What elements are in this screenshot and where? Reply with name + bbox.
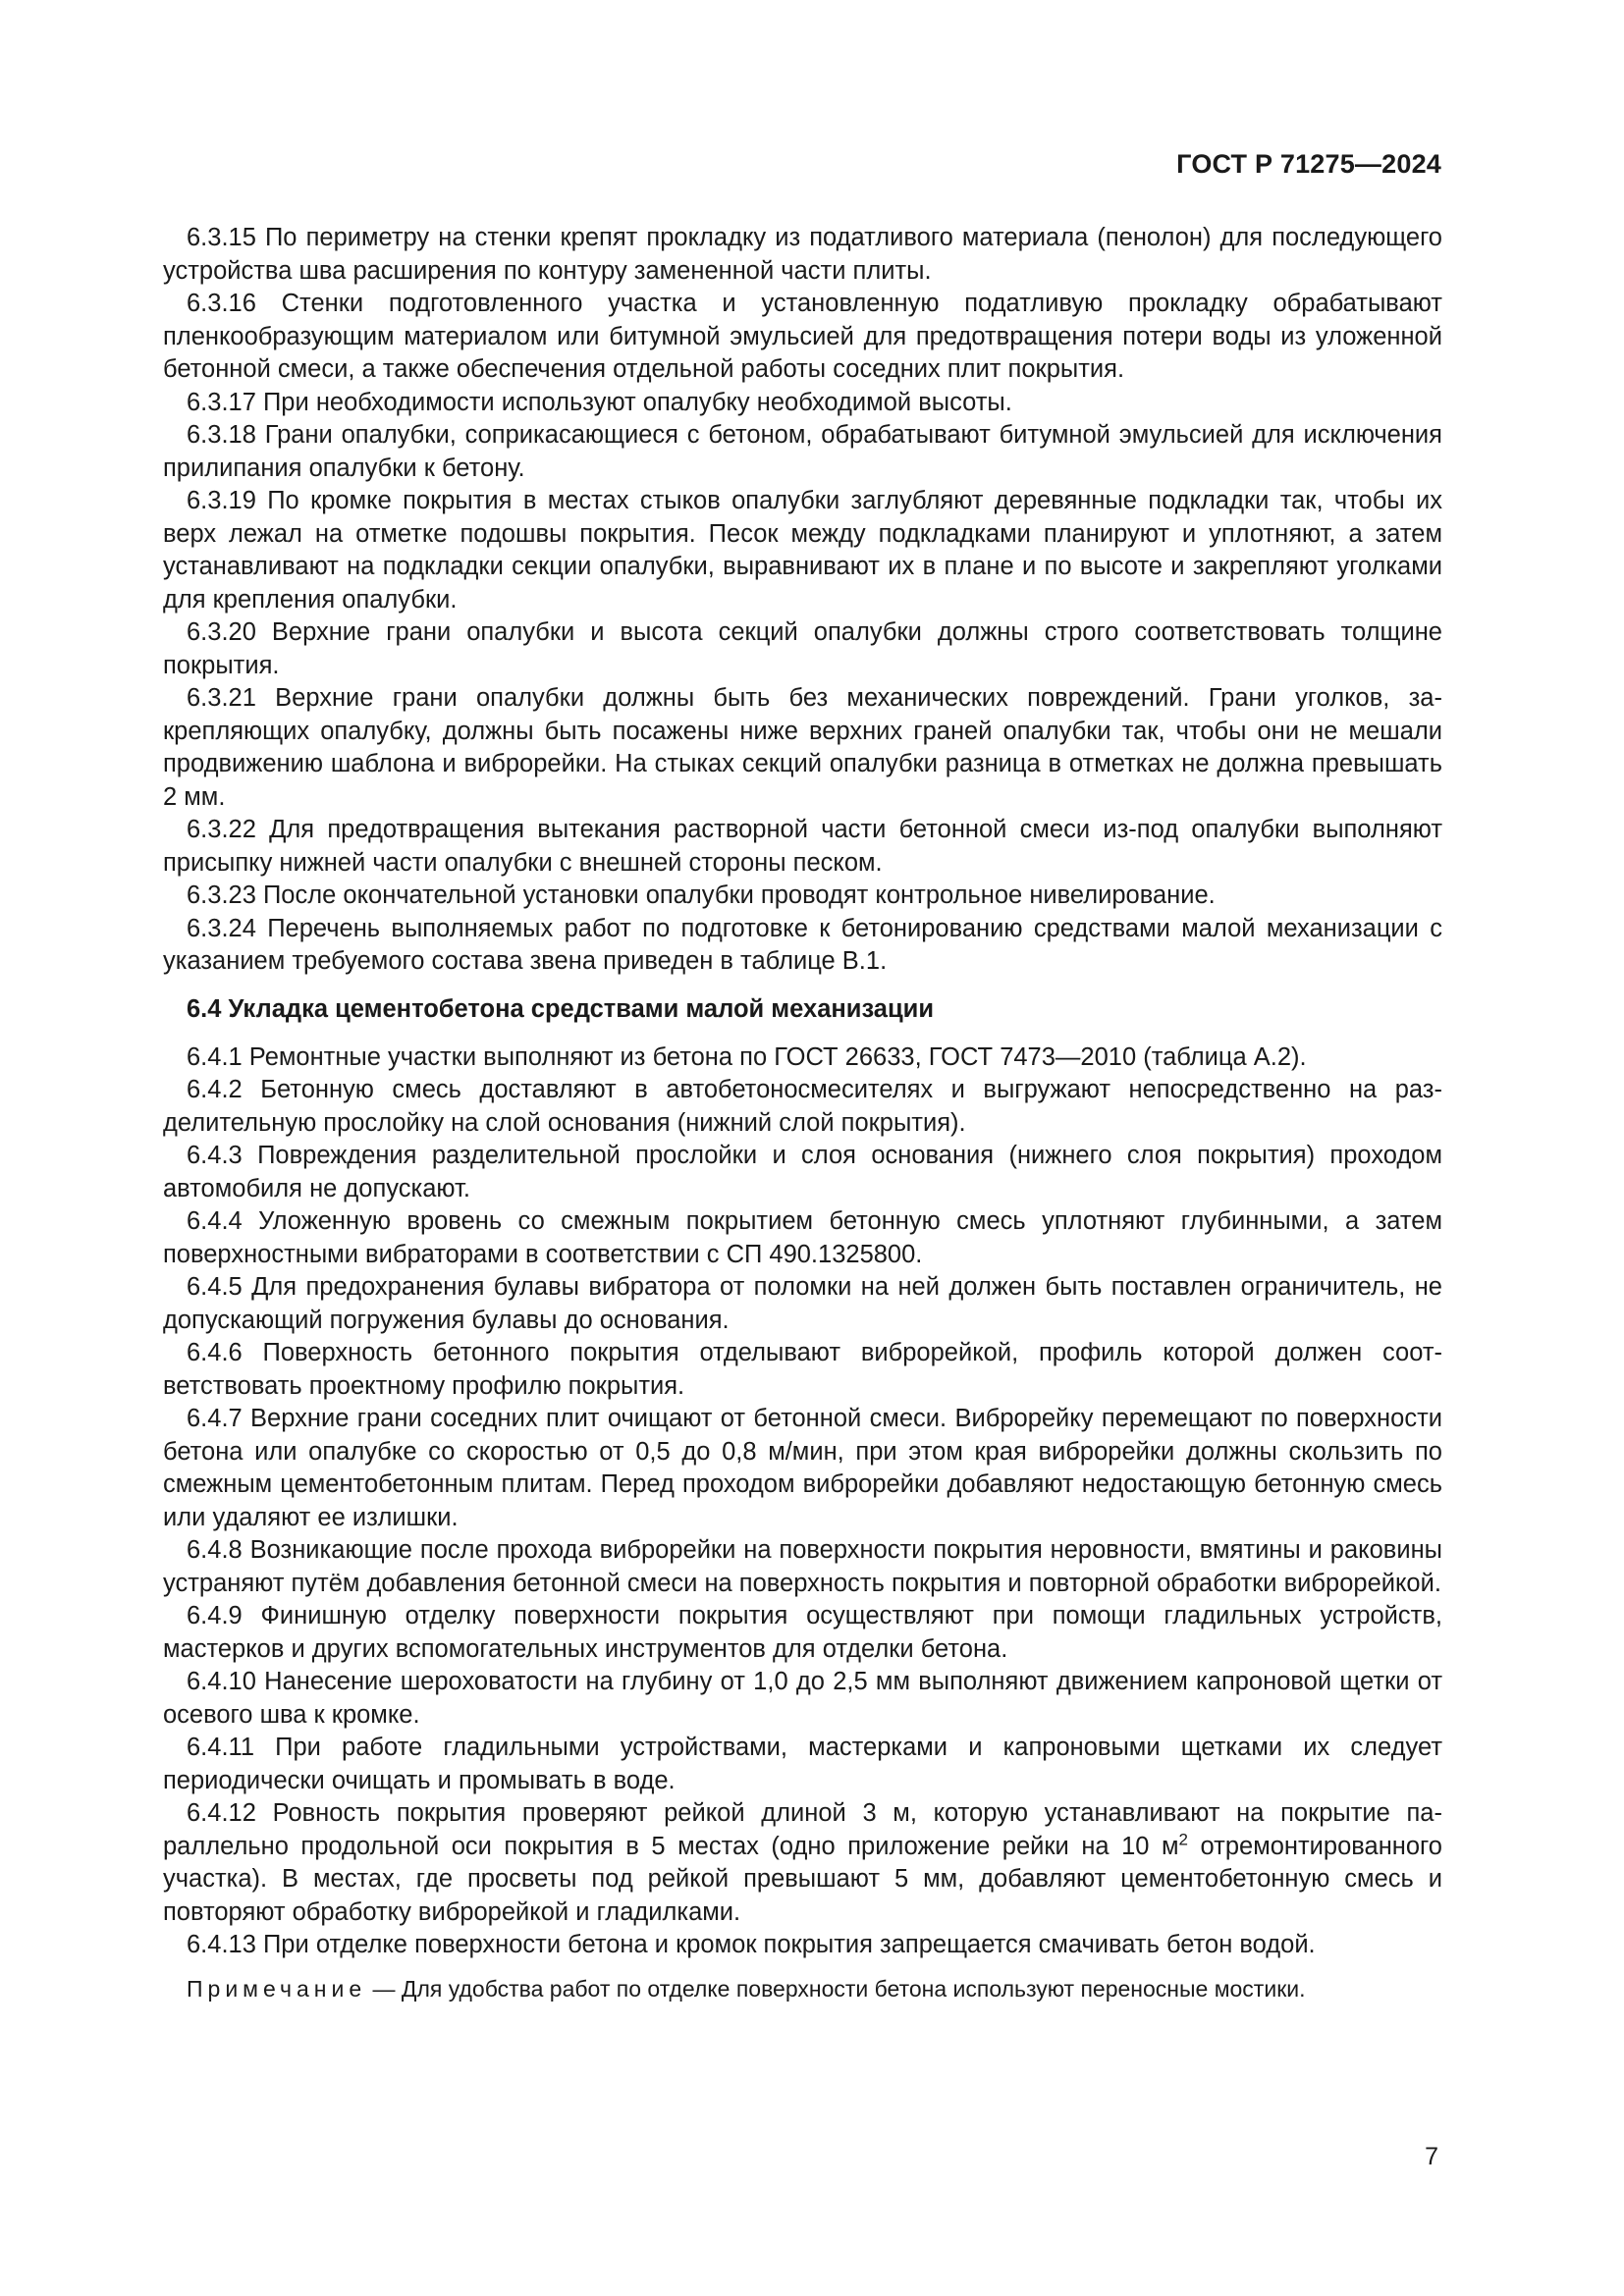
note [163,1974,1442,2003]
document-designation: ГОСТ Р 71275—2024 [1176,149,1441,179]
paragraph-6-4-2: 6.4.2 Бетонную смесь доставляют в автобетоносмесителях и выгружают непосредственно на разделительную прослойку на слой основания (нижний слой покрытия). [163,1076,1442,1137]
paragraph-6-4-4: 6.4.4 Уложенную вровень со смежным покрытием бетонную смесь уплотняют глубинными, а затем поверхностными вибраторами в соответствии с СП 490.1325800. [163,1207,1442,1268]
paragraph-6-4-5: 6.4.5 Для предохранения булавы вибратора от поломки на ней должен быть поставлен ограничитель, не допускающий погружения булавы до основания. [163,1273,1442,1334]
paragraph-6-4-9: 6.4.9 Финишную отделку поверхности покрытия осуществляют при помощи гладильных устройств, мастерков и других вспомогательных инструментов для отделки бетона. [163,1602,1442,1663]
paragraph-6-3-19: 6.3.19 По кромке покрытия в местах стыков опалубки заглубляют деревянные подкладки так, чтобы их верх лежал на отметке подошвы покрытия. Песок между подкладками планируют и уплотняют, а затем устанавливают на подкладки секции опалубки, выравнивают их в плане и по высоте и закрепляют уголками для крепления опалубки. [163,487,1442,614]
note-text: — Для удобства работ по отделке поверхности бетона используют переносные мостики. [366,1975,1306,2002]
paragraph-6-3-16: 6.3.16 Стенки подготовленного участка и установленную податливую прокладку обрабатывают пленкообразующим материалом или битумной эмульсией для предотвращения потери воды из уложенной бетонной смеси, а также обеспечения отдельной работы соседних плит покрытия. [163,290,1442,383]
paragraph-6-3-20: 6.3.20 Верхние грани опалубки и высота секций опалубки должны строго соответствовать толщине покрытия. [163,618,1442,679]
paragraph-6-4-13: 6.4.13 При отделке поверхности бетона и кромок покрытия запрещается смачивать бетон водой. [187,1931,1316,1958]
note-label: Примечание [187,1975,367,2002]
paragraph-6-4-12-part-1: 6.4.12 Ровность покрытия проверяют рейкой длиной 3 м, которую устанавливают на покрытие параллельно продольной оси покрытия в 5 местах (одно приложение рейки на 10 м [163,1799,1442,1860]
paragraph-6-3-22: 6.3.22 Для предотвращения вытекания растворной части бетонной смеси из-под опалубки выполняют присыпку нижней части опалубки с внешней стороны песком. [163,816,1442,877]
paragraph-6-3-23: 6.3.23 После окончательной установки опалубки проводят контрольное нивелирование. [187,881,1216,909]
paragraph-6-4-8: 6.4.8 Возникающие после прохода виброрейки на поверхности покрытия неровности, вмятины и раковины устраняют путём добавления бетонной смеси на поверхность покрытия и повторной обработки виброрейкой. [163,1536,1442,1597]
paragraph-6-3-17: 6.3.17 При необходимости используют опалубку необходимой высоты. [187,388,1012,416]
paragraph-6-4-7: 6.4.7 Верхние грани соседних плит очищают от бетонной смеси. Виброрейку перемещают по поверхности бетона или опалубке со скоростью от 0,5 до 0,8 м/мин, при этом края виброрейки должны скользить по смежным цементобетонным плитам. Перед проходом виброрейки добавляют недостающую бетонную смесь или удаляют ее излишки. [163,1405,1442,1531]
paragraph-6-4-12 [163,1797,1442,1929]
paragraph-6-3-18: 6.3.18 Грани опалубки, соприкасающиеся с бетоном, обрабатывают битумной эмульсией для исключения прилипания опалубки к бетону. [163,421,1442,482]
paragraph-6-4-12-part-2: отремонтированного участка). В местах, где просветы под рейкой превышают 5 мм, добавляют цементобетонную смесь и повторяют обработку виброрейкой и гладилками. [163,1832,1442,1926]
paragraph-6-3-21: 6.3.21 Верхние грани опалубки должны быть без механических повреждений. Грани уголков, закрепляющих опалубку, должны быть посажены ниже верхних граней опалубки так, чтобы они не мешали продвижению шаблона и виброрейки. На стыках секций опалубки разница в отметках не должна превышать 2 мм. [163,684,1442,811]
paragraph-6-4-1: 6.4.1 Ремонтные участки выполняют из бетона по ГОСТ 26633, ГОСТ 7473—2010 (таблица А.2). [187,1042,1307,1071]
paragraph-6-4-3: 6.4.3 Повреждения разделительной прослойки и слоя основания (нижнего слоя покрытия) проходом автомобиля не допускают. [163,1142,1442,1202]
superscript-2: 2 [1178,1830,1188,1848]
paragraph-6-4-10: 6.4.10 Нанесение шероховатости на глубину от 1,0 до 2,5 мм выполняют движением капроновой щетки от осевого шва к кромке. [163,1668,1442,1729]
section-6-4-paragraphs [163,1041,1442,1962]
paragraph-6-3-15: 6.3.15 По периметру на стенки крепят прокладку из податливого материала (пенолон) для последующего устройства шва расширения по контуру замененной части плиты. [163,224,1442,285]
page-content [163,222,1442,2003]
paragraph-6-4-6: 6.4.6 Поверхность бетонного покрытия отделывают виброрейкой, профиль которой должен соответствовать проектному профилю покрытия. [163,1339,1442,1400]
section-6-3-paragraphs [163,222,1442,979]
section-6-4-heading: 6.4 Укладка цементобетона средствами малой механизации [187,994,935,1023]
page-number: 7 [1425,2143,1438,2170]
paragraph-6-4-11: 6.4.11 При работе гладильными устройствами, мастерками и капроновыми щетками их следует периодически очищать и промывать в воде. [163,1734,1442,1794]
paragraph-6-3-24: 6.3.24 Перечень выполняемых работ по подготовке к бетонированию средствами малой механизации с указанием требуемого состава звена приведен в таблице В.1. [163,914,1442,975]
